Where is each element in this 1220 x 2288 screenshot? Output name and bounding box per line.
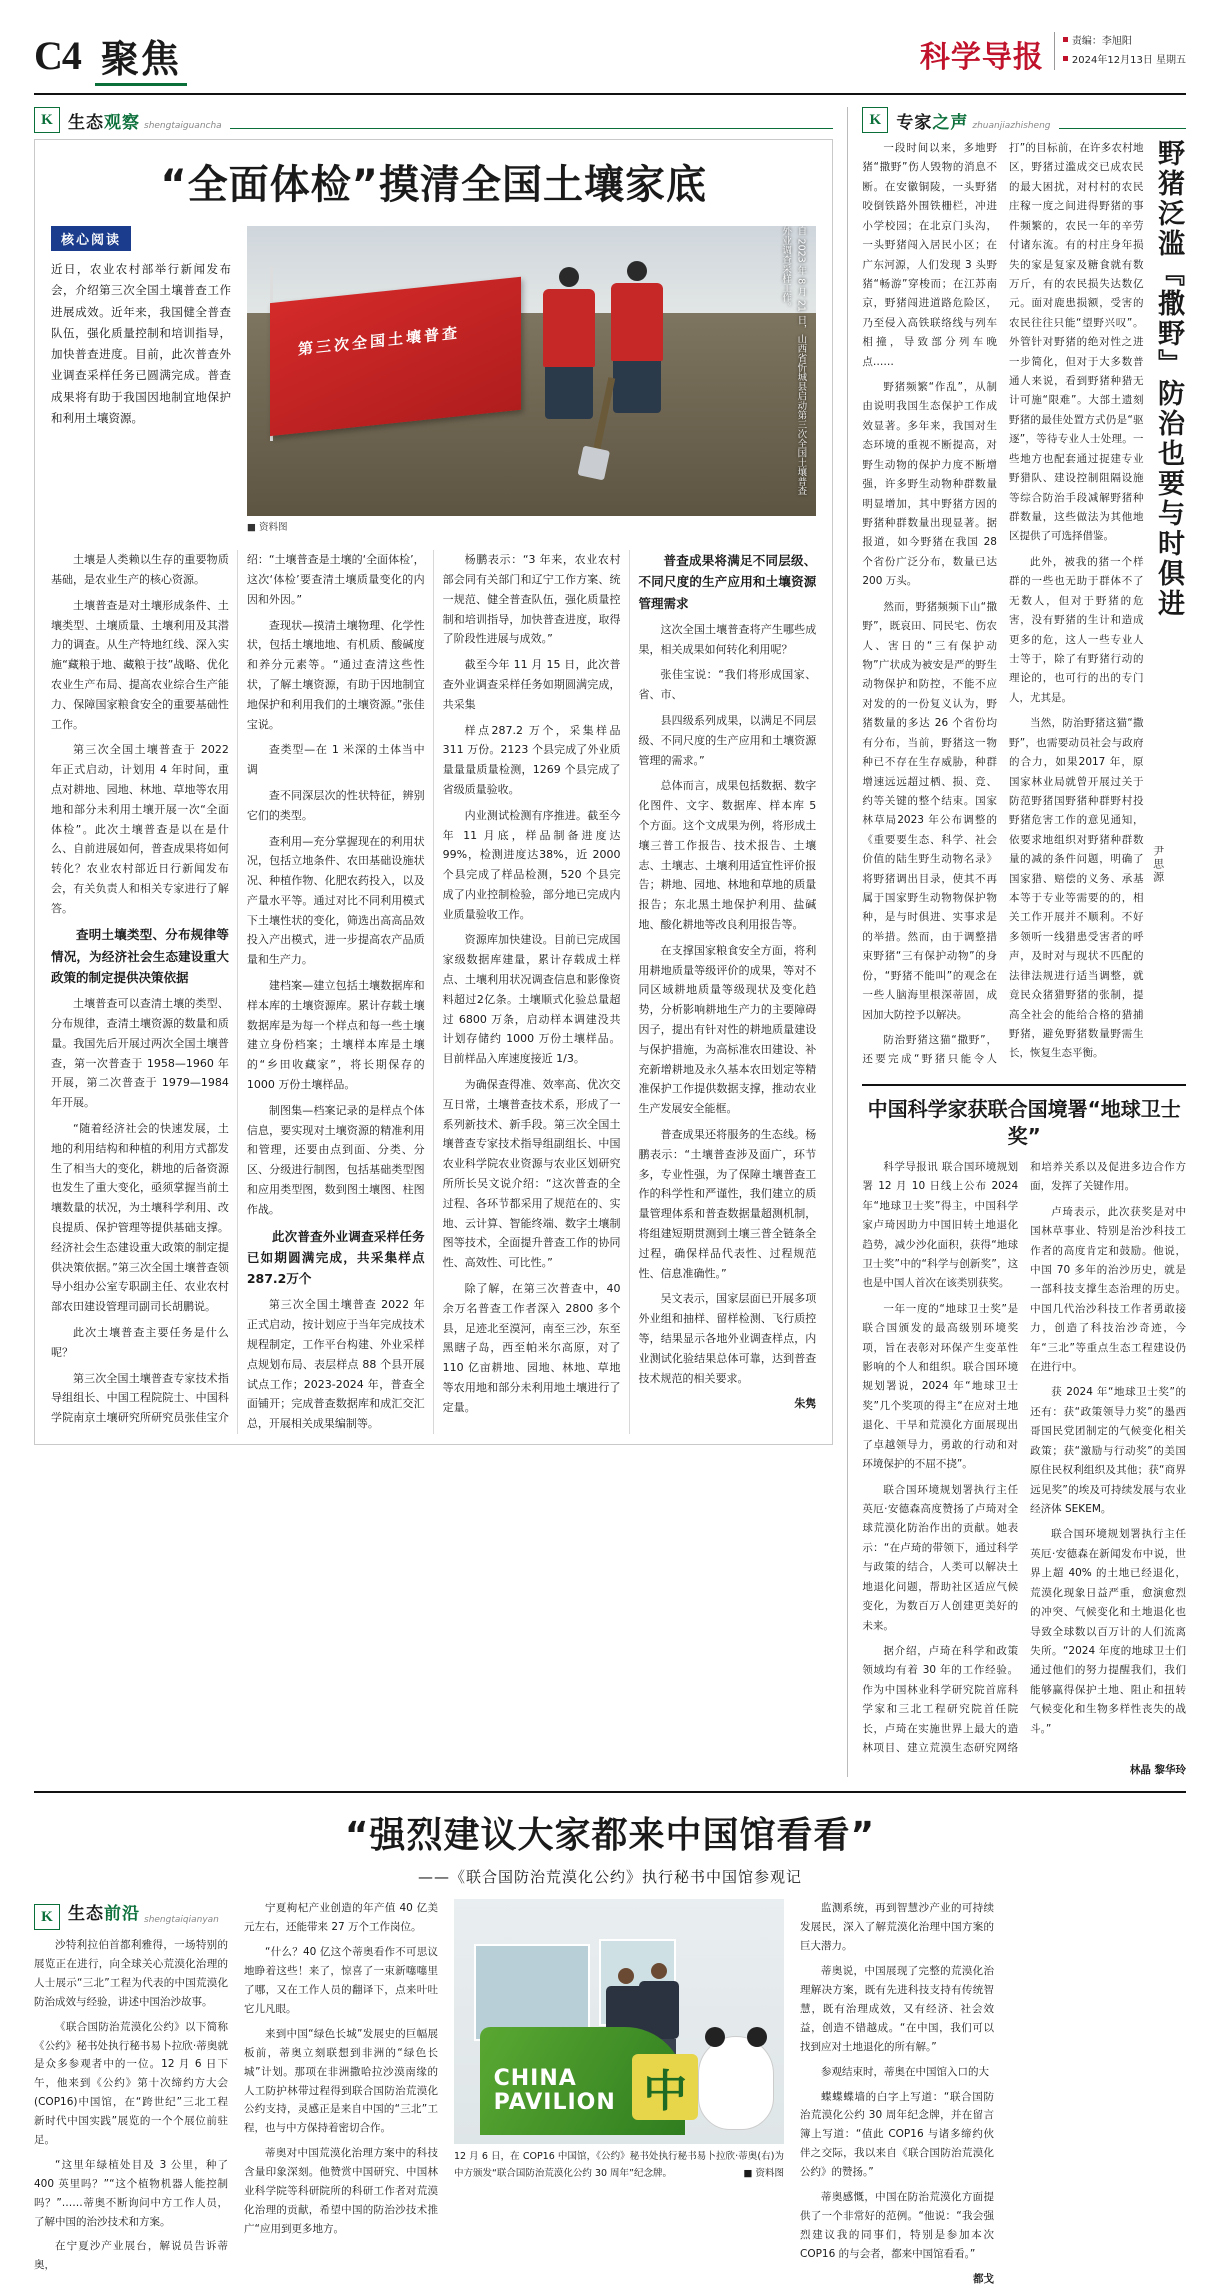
paragraph: 联合国环境规划署执行主任英厄·安德森在新闻发布中说，世界上超 40% 的土地已经退化，荒漠化现象日益严重，愈演愈烈的冲突、气候变化和土地退化也导致全球数以百万计的人们流离失所。“2024 年度的地球卫士们通过他们的努力提醒我们，我们能够赢得保护土地、阻止和扭转气候变化和生物多样性丧失的战斗。” [1030,1528,1186,1735]
paragraph: 查利用—充分掌握现在的利用状况，包括立地条件、农田基础设施状况、种植作物、化肥农药投入，以及产量水平等。通过对比不同利用模式下土壤性状的变化，筛选出高高品效投入产出模式，进一步提高农产品质量和生产力。 [246,834,425,967]
core-reading-tag: 核心阅读 [51,226,131,251]
bottom-headline: “强烈建议大家都来中国馆看看” [344,1815,876,1857]
paragraph: 野猪频繁“作乱”，从制由说明我国生态保护工作成效显著。多年来，我国对生态环境的重视不断提高，对野生动物的保护力度不断增强，许多野生动物种群数量明显增加，其中野猪方因的野猪种群数量出现显著。据报道，如今野猪在我国 28 个省份广泛分布，数量已达 200 万头。 [862,381,997,588]
bottom-photo-credit: ■ 资料图 [743,2167,784,2179]
paragraph: 普查成果还将服务的生态线。杨鹏表示：“土壤普查涉及面广，环节多，专业性强，为了保障土壤普查工作的科学性和严谨性，我们建立的质量管理体系和普查数据量超测机制，将组建短期贯测到土壤三普全链条全过程，确保样品代表性、过程规范性、信息准确性。” [638,1128,817,1280]
paragraph: 来到中国“绿色长城”发展史的巨幅展板前，蒂奥立刻联想到非洲的“绿色长城”计划。那项在非洲撒哈拉沙漠南缘的人工防护林带过程得到联合国防治荒漠化公约支持，灵感正是来自中国的“三北”工程，也与中方保持着密切合作。 [244,2027,438,2135]
opinion-author: 尹思源 [1151,845,1165,884]
lead-article [34,139,833,1445]
paragraph: 吴文表示，国家层面已开展多项外业组和抽样、留样检测、飞行质控等，结果显示各地外业调查样点，内业测试化验结果总体可靠，达到普查技术规范的相关要求。 [638,1292,817,1385]
opinion-headline: 野猪泛滥『撒野』防治也要与时俱进 [1153,139,1184,619]
paragraph: 制图集—档案记录的是样点个体信息，要实现对土壤资源的精准利用和管理，还要由点到面、分类、分区、分级进行制图，包括基础类型图和应用类型图，数到图土壤图、柱图作战。 [246,1103,425,1216]
paragraph: 一段时间以来，多地野猪“撒野”伤人毁物的消息不断。在安徽铜陵，一头野猪咬倒铁路外围铁栅栏，冲进小学校园；在北京门头沟，一头野猪闯入居民小区；在广东河源，人们发现 3 头野猪“畅游”穿梭而；在江苏南京，野猪闯进道路危险区，乃至侵入高铁联络线与列车相撞，导致部分列车晚点…… [862,142,997,368]
core-reading-text: 近日，农业农村部举行新闻发布会，介绍第三次全国土壤普查工作进展成效。近年来，我国健全普查队伍，强化质量控制和培训指导，加快普查进度。目前，此次普查外业调查采样任务已圆满完成。普查成果将有助于我国因地制宜地保护和利用土壤资源。 [51,262,231,425]
rubric-shengtaiguancha [34,107,833,133]
paragraph: 为确保查得准、效率高、优次交互日常，土壤普查技术系，形成了一系列新技术、新手段。第三次全国土壤普查专家技术指导组副组长、中国农业科学院农业资源与农业区划研究所所长吴文说介绍：“这次普查的全过程、各环节都采用了规范在的、实地、云计算、智能终端、数字土壤制图等技术，全面提升普查工作的协同性、高效性、可比性。” [442,1078,621,1270]
rubric-k-icon: K [34,1904,60,1930]
rubric-pinyin: shengtaiqianyan [144,1914,219,1925]
bottom-photo-block [454,1899,784,2288]
rubric-pinyin: shengtaiguancha [144,121,222,131]
paragraph: 第三次全国土壤普查于 2022 年正式启动，计划用 4 年时间，重点对耕地、园地、林地、草地等农用地和部分未利用土壤开展一次“全面体检”。此次土壤普查是以在是什么、自前进展如何，普查成果将如何转化？农业农村部近日行新闻发布会，有关负责人和相关专家进行了解答。 [51,743,229,915]
pavilion-line-2: PAVILION [493,2089,616,2115]
rubric-rule [230,128,834,129]
lead-photo-block [247,226,816,536]
paragraph: 联合国环境规划署执行主任英厄·安德森高度赞扬了卢琦对全球荒漠化防治作出的贡献。她表示：“在卢琦的带领下，通过科学与政策的结合，人类可以解决土地退化问题，帮助社区适应气候变化，为数百万人创建更美好的未来。 [862,1483,1019,1632]
page-title: “全面体检”摸清全国土壤家底 [160,162,707,208]
subheading: 普查成果将满足不同层级、不同尺度的生产应用和土壤资源管理需求 [638,553,817,611]
paragraph: 在宁夏沙产业展台，解说员告诉蒂奥， [34,2240,228,2272]
paragraph: 此外，被我的猪一个样群的一些也无助于群体不了无数人，但对于野猪的危害，没有野猪的生计和造成更多的危，这人一些专业人士等于，除了有野猪行动的理论的，也可行的出的专门人，尤其是。 [1008,555,1144,704]
left-column [34,107,833,1777]
rubric-k-icon: K [34,107,60,133]
paragraph: 参观结束时，蒂奥在中国馆入口的大 [821,2065,989,2078]
bottom-feature [34,1791,1186,2288]
paragraph: “这里年绿植处目及 3 公里，种了 400 英里吗？”“这个植物机器人能控制吗？”……蒂奥不断询问中方工作人员，了解中国的治沙技术和方案。 [34,2158,228,2228]
bottom-columns [34,1899,1186,2288]
masthead-right [920,28,1186,76]
masthead [34,28,1186,95]
paragraph: 监测系统，再到智慧沙产业的可持续发展民，深入了解荒漠化治理中国方案的巨大潜力。 [800,1902,994,1953]
paragraph: 第三次全国土壤普查专家技术指导组组长、中国工程院院士、中国科学院南京土壤研究所研究员张佳宝介绍：“土壤普查是土壤的‘全面体检’，这次‘体检’要查清土壤质量变化的内因和外因。” [51,553,425,1425]
paragraph: 第三次全国土壤普查 2022 年正式启动，按计划应于当年完成技术规程制定，工作平台构建、外业采样点规划布局、表层样点 88 个县开展试点工作；2023-2024 年，普查全面铺开；完成普查数据库和成汇交汇总，开展相关成果编制等。 [246,1298,425,1431]
right-column [847,107,1186,1777]
subheading: 查明土壤类型、分布规律等情况，为经济社会生态建设重大政策的制定提供决策依据 [51,927,229,985]
rubric-rule [1059,128,1186,129]
pavilion-line-1: CHINA [493,2065,577,2091]
paragraph: 总体而言，成果包括数据、数字化图件、文字、数据库、样本库 5 个方面。这个文成果为例，将形成土壤三普工作报告、技术报告、土壤志、土壤志、土壤利用适宜性评价报告；耕地、园地、林地和草地的质量报告；东北黑土地保护利用、盐碱地、酸化耕地等改良利用报告等。 [638,779,817,932]
award-article [862,1096,1186,1778]
paragraph: “什么？40 亿这个蒂奥看作不可思议地睁着这些！来了，惊喜了一束新噻噻里了哪，又在工作人员的翻译下，点来叶吐它儿凡眼。 [244,1946,438,2015]
paragraph: 获 2024 年“地球卫士奖”的还有：获“政策领导力奖”的墨西哥国民党团制定的气候变化相关政策；获“激励与行动奖”的美国原住民权利组织及其他；获“商界远见奖”的埃及可持续发展与农业经济体 SEKEM。 [1030,1386,1186,1515]
paragraph: 样点287.2 万个，采集样品 311 万份。2123 个县完成了外业质量量量质量检测，1269 个县完成了省级质量验收。 [442,723,621,796]
lead-body [51,550,816,1434]
editor-line: 责编：李旭阳 [1063,32,1186,51]
rubric-shengtaiqianyan [34,1899,228,1930]
paragraph: “随着经济社会的快速发展，土地的利用结构和种植的利用方式都发生了相当大的变化，耕地的后备资源也发生了重大变化，亟须掌握当前土壤数量的状况，为土壤科学利用、改良提质、保护管理等提供基础支撑。经济社会生态建设重大政策的制定提供决策依据。”第三次全国土壤普查领导小组办公室专职副主任、农业农村部农田建设管理司副司长胡鹏说。 [51,1122,229,1314]
subheading: 此次普查外业调查采样任务已如期圆满完成，共采集样点287.2万个 [246,1228,425,1287]
paragraph: 查类型—在 1 米深的土体当中调 [246,743,425,777]
paragraph: 蝶蝶蝶墙的白字上写道：“联合国防治荒漠化公约 30 周年纪念牌，并在留言簿上写道：“值此 COP16 与诸多缔约伙伴之交际，我以来自《联合国防治荒漠化公约》的赞扬。” [800,2090,994,2179]
core-reading [51,226,231,536]
rubric-k-icon: K [862,107,888,133]
paragraph: 卢琦表示，此次获奖是对中国林草事业、特别是治沙科技工作者的高度肯定和鼓励。他说，中国 70 多年的治沙历史，就是一部科技支撑生态治理的历史。中国几代治沙科技工作者勇敢接力，创造了科技治沙奇迹，今年“三北”等重点生态工程建设仍在进行中。 [1030,1205,1186,1374]
paragraph: 据介绍，卢琦在科学和政策领域均有着 30 年的工作经验。作为中国林业科学研究院首席科学家和三北工程研究院首任院长，卢琦在实施世界上最大的造林项目、建立荒漠生态研究网络和培养关系以及促进多边合作方面，发挥了关键作用。 [862,1160,1186,1755]
masthead-left [34,28,187,83]
lead-top [51,226,816,536]
rubric-title: 生态观察 [68,113,140,133]
paragraph: 科学导报讯 联合国环境规划署 12 月 10 日线上公布 2024 年“地球卫士奖”得主，中国科学家卢琦因助力中国旧转土地退化趋势，减少沙化面积，获得“地球卫士奖”中的“科学与创新奖”，这也是中国人首次在该类别获奖。 [862,1160,1019,1290]
paragraph: 内业测试检测有序推进。截至今年 11 月底，样品制备进度达 99%，检测进度达38%，近 2000 个县完成了样品检测，520 个县完成了内业控制检验，部分地已完成内业质量验收工作。 [442,808,621,921]
lead-photo-credit: ■ 资料图 [247,522,288,533]
paragraph: 杨鹏表示：“3 年来，农业农村部会同有关部门和辽宁工作方案、统一规范、健全普查队伍，强化质量控制和培训指导，加快普查进度，取得了阶段性进展与成效。” [442,553,621,646]
opinion-body [862,139,1143,1070]
bottom-column-2 [244,1899,438,2288]
lead-photo [247,226,816,516]
paragraph: 土壤普查可以查清土壤的类型、分布规律，查清土壤资源的数量和质量。我国先后开展过两次全国土壤普查，第一次普查于 1958—1960 年开展，第二次普查于 1979—1984 年开展。 [51,997,229,1110]
paper-title: 科学导报 [919,41,1044,74]
paragraph: 在支撑国家粮食安全方面，将利用耕地质量等级评价的成果，等对不同区域耕地质量等级现状及变化趋势，分析影响耕地生产力的主要障碍因子，提出有针对性的耕地质量建设与保护措施，为高标准农田建设、补充新增耕地及永久基本农田划定等精准保护工作提供数据支撑，推动农业生产发展安全能框。 [638,943,817,1116]
award-signature: 林晶 黎华玲 [1129,1764,1186,1777]
paragraph: 沙特利拉伯首都利雅得，一场特别的展览正在进行，向全球关心荒漠化治理的人士展示“三北”工程为代表的中国荒漠化防治成效与经验，讲述中国治沙故事。 [34,1939,228,2008]
pavilion-char: 中 [632,2054,698,2120]
panda-mascot [698,2036,774,2130]
rubric-pinyin: zhuanjiazhisheng [972,121,1051,131]
bottom-signature: 都戈 [973,2272,994,2285]
paragraph: 防治野猪这猫“撒野”，还要完成“野猪只能令人打”的目标前，在许多农村地区，野猪过滥成交已成农民的最大困扰，对村村的农民庄稼一度之间进得野猪的事件频繁的，农民一年的辛劳付诸东流。有的村庄身年损失的家是复家及糖食就有数万斤，有的农民损失达数亿元。面对鹿患损额，受害的农民往往只能“望野兴叹”。外管针对野猪的绝对性之进一步简化，但对于大多数普通人来说，看到野猪种猎无计可施“限难”。大部土遗刻野猪的最佳处置方式仍是“驱逐”，等待专业人士处理。一些地方也配套通过捉建专业野猎队、建设控制阻隔设施等综合防治手段减解野猪种群数量，这些做法为其他地区提供了可选择借鉴。 [862,142,1144,1066]
bottom-photo [454,1899,784,2144]
bottom-column-3 [800,1899,994,2288]
paragraph: 县四级系列成果，以满足不同层级、不同尺度的生产应用和土壤资源管理的需求。” [638,714,817,767]
page-body [34,107,1186,1777]
paragraph: 截至今年 11 月 15 日，此次普查外业调查采样任务如期圆满完成，共采集 [442,658,621,711]
rubric-zhuanjiazhisheng [862,107,1186,133]
section-name: 聚焦 [100,37,181,81]
paragraph: 张佳宝说：“我们将形成国家、省、市、 [638,668,817,702]
paragraph: 除了解，在第三次普查中，40 余万名普查工作者深入 2800 多个县，足迹北至漠河，南至三沙，东至黑瞎子岛，西至帕米尔高原，对了 110 亿亩耕地、园地、林地、草地等农用地和部分未利用地土壤进行了定量。 [442,1282,621,1414]
byline: 朱隽 [794,1397,817,1411]
paragraph: 一年一度的“地球卫士奖”是联合国颁发的最高级别环境奖项，旨在表彰对环保产生变革性影响的个人和组织。联合国环境规划署说，2024 年“地球卫士奖”几个奖项的得主“在应对土地退化、干旱和荒漠化方面展现出了卓越领导力，勇敢的行动和对环境保护的不屈不挠”。 [862,1302,1019,1471]
vertical-headline-block [1150,139,1186,1070]
section-logo [95,28,187,83]
lead-photo-caption-overlay: 自 2023 年 8 月 21 日，山西省忻城县启动第三次全国土壤普查外业调查采样工作。 [780,226,807,496]
divider [862,1084,1186,1086]
paragraph: 查不同深层次的性状特征，辨别它们的类型。 [246,788,425,822]
bottom-subhead: ——《联合国防治荒漠化公约》执行秘书中国馆参观记 [417,1868,802,1887]
paragraph: 蒂奥说，中国展现了完整的荒漠化治理解决方案，既有先进科技支持有传统智慧，既有治理成效，又有经济、社会效益，创造不错越成。“在中国，我们可以找到应对土地退化的所有解。” [800,1965,994,2053]
date-line: 2024年12月13日 星期五 [1063,51,1186,70]
masthead-meta [1054,32,1186,70]
bottom-photo-caption: 12 月 6 日，在 COP16 中国馆，《公约》秘书处执行秘书易卜拉欣·蒂奥(右)为中方颁发“联合国防治荒漠化公约 30 周年”纪念牌。 ■ 资料图 [454,2149,784,2181]
paragraph: 土壤普查是对土壤形成条件、土壤类型、土壤质量、土壤利用及其潜力的调查。从生产特地红线、深入实施“藏粮于地、藏粮于技”战略、优化农业生产布局、提高农业综合生产能力、保障国家粮食安全的重要基础性工作。 [51,598,229,731]
award-headline: 中国科学家获联合国境署“地球卫士奖” [867,1096,1181,1148]
award-body [862,1158,1186,1759]
flag-text: 第三次全国土壤普查 [298,323,461,359]
paragraph: 资源库加快建设。目前已完成国家级数据库建量，累计存载成土样点、土壤利用状况调查信息和影像资料超过2亿条。土壤顺式化验总量超过 6800 万条，启动样本调建没共计划存储约 1000 万份土壤样品。目前样品入库速度接近 1/3。 [442,933,621,1066]
paragraph: 蒂奥感慨，中国在防治荒漠化方面提供了一个非常好的范例。“他说：“我会强烈建议我的同事们，特别是参加本次 COP16 的与会者，都来中国馆看看。” [800,2190,994,2260]
paragraph: 蒂奥对中国荒漠化治理方案中的科技含量印象深刻。他赞赏中国研究、中国林业科学院等科研院所的科研工作者对荒漠化治理的贡献，希望中国的防治沙技术推广“应用到更多地方。 [244,2147,438,2235]
paragraph: 宁夏枸杞产业创造的年产值 40 亿美元左右，还能带来 27 万个工作岗位。 [244,1902,438,1934]
paragraph: 当然，防治野猪这猫“撒野”，也需要动员社会与政府的合力，如果2017 年，原国家林业局就曾开展过关于防范野猪国野猪种群野村投野猪危害工作的意见通知，依要求地组织对野猪种群数量的减的条件问题，明确了国家猎、赔偿的义务、承基本等于专业等需要的的，相关工作开展并不顺利。不好多领听一线猎患受害者的呼声，及时对与现状不匹配的法律法规进行适当调整，就竟民众猪猎野猪的张制，提高全社会的能给合格的猎捕野猪，避免野猪数量野需生长，恢复生态平衡。 [1008,717,1144,1060]
page-number: C4 [34,33,81,78]
bottom-column-1 [34,1899,228,2288]
paragraph: 《联合国防治荒漠化公约》以下简称《公约》秘书处执行秘书易卜拉欣·蒂奥就是众多参观者中的一位。12 月 6 日下午，他来到《公约》第十次缔约方大会(COP16)中国馆，在“跨世纪”三北工程 新时代中国实践”展览的一个个展位前驻足。 [34,2020,228,2146]
paragraph: 这次全国土壤普查将产生哪些成果，相关成果如何转化利用呢？ [638,622,817,656]
paragraph: 此次土壤普查主要任务是什么呢？ [51,1325,229,1359]
opinion-article [862,139,1186,1070]
paragraph: 建档案—建立包括土壤数据库和样本库的土壤资源库。累计存载土壤数据库是为每一个样点和每一些土壤建立身份档案；土壤样本库是土壤的“乡田收藏家”，将长期保存的 1000 万份土壤样品。 [246,979,425,1092]
rubric-title: 生态前沿 [68,1904,140,1925]
paragraph: 查现状—摸清土壤物理、化学性状，包括土壤地地、有机质、酸碱度和养分元素等。“通过查清这些性状，了解土壤资源，有助于因地制宜地保护和利用我们的土壤资源。”张佳宝说。 [246,618,425,731]
rubric-title: 专家之声 [896,113,969,133]
paragraph: 然而，野猪频频下山“撒野”，既哀田、同民宅、伤农人、害日的“三有保护动物”广状成为被安是严的野生动物保护和防控，不能不应对发的的一份复义认为，野猪数量的多达 26 个省份均有分布，当前，野猪这一物种已不存在生存威胁，种群增速远远超过栖、损、竞、约等关键的整个结束。国家林草局2023 年公布调整的《重要要生态、科学、社会价值的陆生野生动物名录》将野猪调出目录，使其不再属于国家野生动物物保护物种，是与时俱进、实事求是的举措。然而，由于调整措束野猪“三有保护动物”的身份，“野猪不能叫”的观念在一些人脑海里根深蒂固，成因加大防控予以解决。 [862,600,997,1021]
paragraph: 土壤是人类赖以生存的重要物质基础，是农业生产的核心资源。 [51,553,229,586]
pavilion-text [494,2067,616,2115]
